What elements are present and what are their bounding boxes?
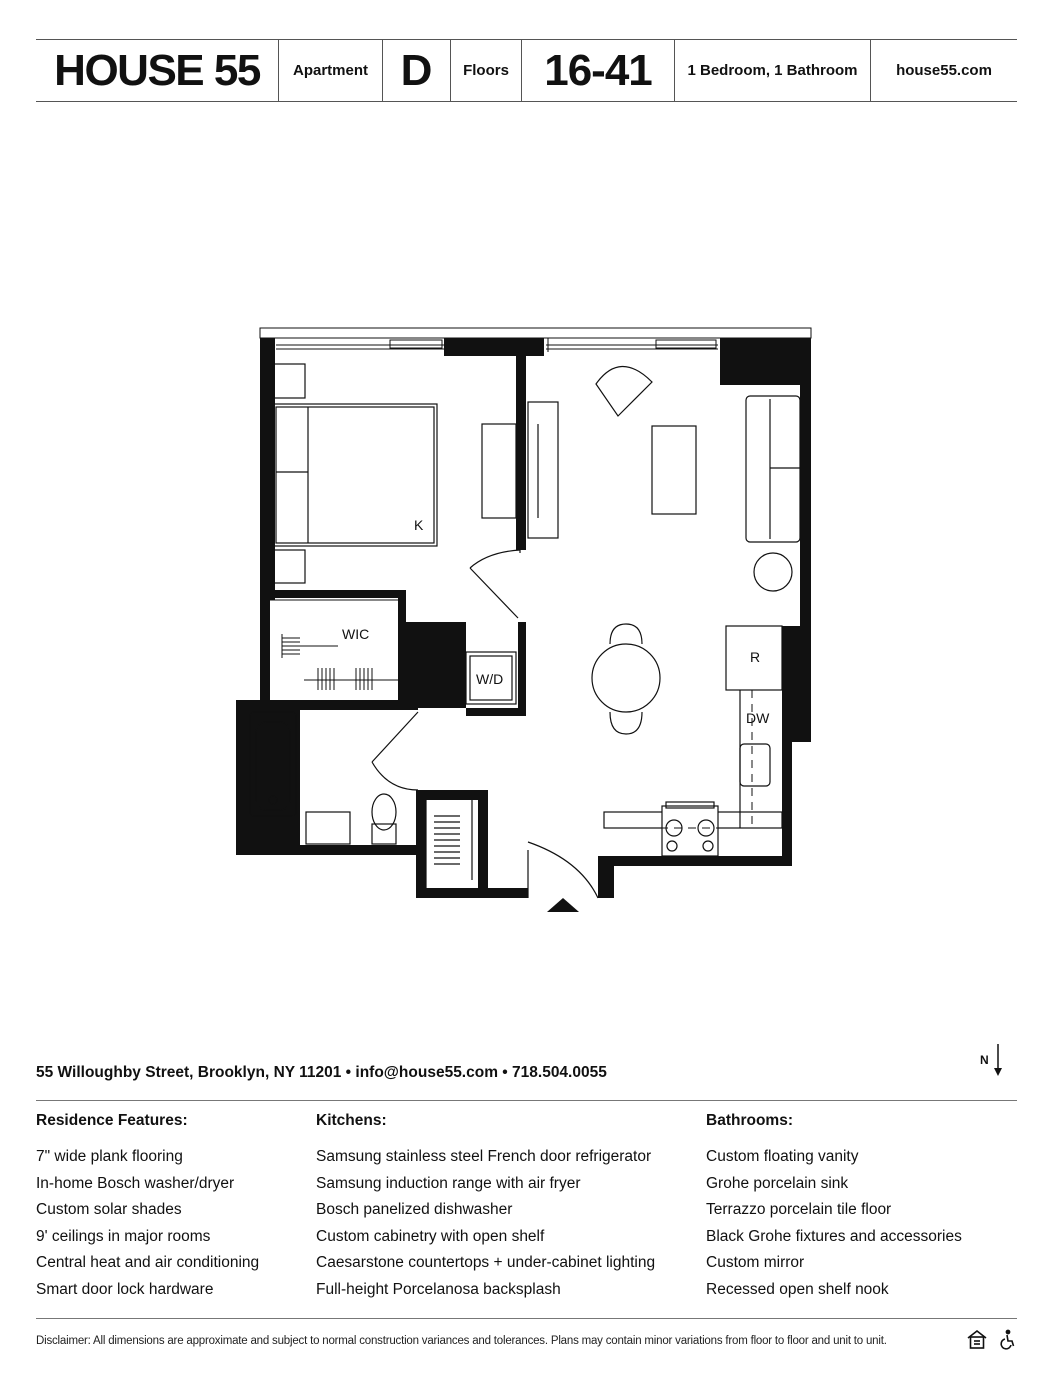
header-bar [36,39,1017,102]
kitchens-title: Kitchens: [316,1112,387,1129]
residence-features [36,1112,259,1303]
list-item: Terrazzo porcelain tile floor [706,1201,892,1218]
floors-label: Floors [451,40,522,101]
apartment-label: Apartment [279,40,383,101]
accessibility-icon [1001,1330,1013,1348]
list-item: Smart door lock hardware [36,1280,214,1298]
list-item: Custom cabinetry with open shelf [316,1227,545,1245]
north-indicator [980,1044,1003,1076]
footer-icons [966,1329,1016,1356]
bathroom-features [706,1112,962,1303]
kitchen-features [316,1112,655,1303]
list-item: Central heat and air conditioning [36,1254,260,1271]
disclaimer-text: Disclaimer: All dimensions are approximate and subject to normal construction variances and tolerances. Plans may contain minor variations from floor to floor and unit to unit. [36,1335,887,1347]
list-item: Samsung induction range with air fryer [316,1174,581,1192]
list-item: Custom mirror [706,1254,805,1271]
brand-logo: HOUSE 55 [36,40,279,101]
floors-value: 16-41 [522,40,675,101]
bathrooms-title: Bathrooms: [706,1112,793,1129]
residence-title: Residence Features: [36,1112,188,1129]
list-item: Recessed open shelf nook [706,1280,889,1298]
list-item: Grohe porcelain sink [706,1174,849,1192]
list-item: In-home Bosch washer/dryer [36,1174,235,1192]
bed-label: K [414,517,424,533]
list-item: 7" wide plank flooring [36,1148,183,1165]
list-item: Caesarstone countertops + under-cabinet lighting [316,1254,656,1271]
refrigerator-label: R [750,649,761,665]
washer-dryer-label: W/D [476,671,504,687]
north-label: N [980,1053,989,1067]
list-item: Custom floating vanity [706,1148,859,1165]
north-arrow-icon [993,1044,1003,1076]
features-section [36,1112,1017,1312]
equal-housing-icon [968,1331,986,1348]
list-item: Custom solar shades [36,1201,182,1218]
dishwasher-label: DW [746,710,770,726]
list-item: Samsung stainless steel French door refrigerator [316,1148,652,1165]
contact-line: 55 Willoughby Street, Brooklyn, NY 11201 • info@house55.com • 718.504.0055 [36,1064,607,1081]
list-item: Bosch panelized dishwasher [316,1201,513,1218]
divider-bottom [36,1318,1017,1319]
divider-top [36,1100,1017,1101]
website-link[interactable]: house55.com [896,62,992,79]
list-item: Full-height Porcelanosa backsplash [316,1280,561,1298]
floor-plan [230,320,830,920]
list-item: Black Grohe fixtures and accessories [706,1227,962,1245]
closet-label: WIC [342,626,370,642]
apartment-value: D [383,40,451,101]
unit-type: 1 Bedroom, 1 Bathroom [675,40,871,101]
list-item: 9' ceilings in major rooms [36,1227,211,1245]
